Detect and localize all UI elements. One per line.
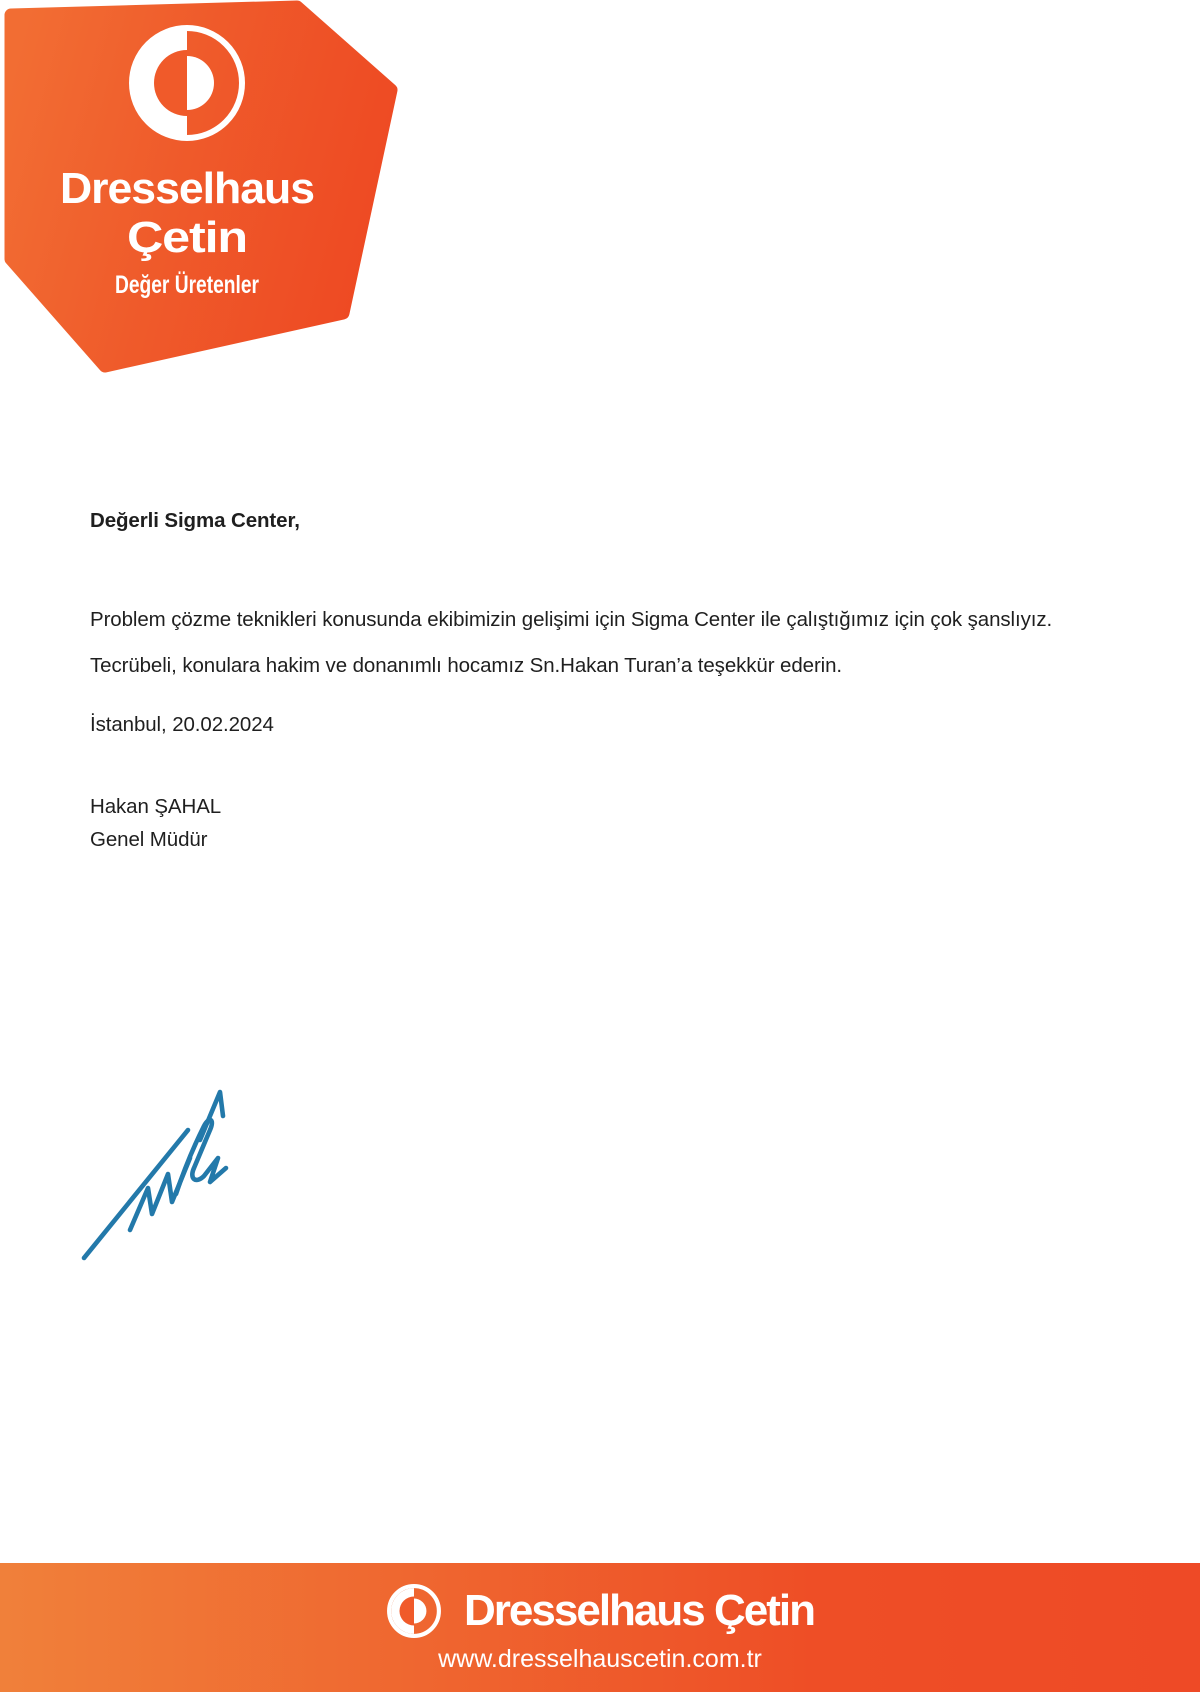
brand-name-line2: Çetin	[127, 213, 247, 262]
footer-group	[386, 1583, 814, 1674]
signer-block	[90, 790, 221, 856]
signature-stroke-zigzag	[130, 1158, 190, 1230]
salutation: Değerli Sigma Center,	[90, 509, 300, 532]
dateline: İstanbul, 20.02.2024	[90, 713, 274, 736]
body-line-1: Problem çözme teknikleri konusunda ekibimizin gelişimi için Sigma Center ile çalıştığımız için çok şanslıyız.	[90, 608, 1053, 631]
footer-brand-name: Dresselhaus Çetin	[464, 1586, 814, 1635]
footer-logo-inner-white	[414, 1599, 426, 1624]
signer-title: Genel Müdür	[90, 828, 208, 851]
footer-website: www.dresselhauscetin.com.tr	[438, 1645, 762, 1673]
signer-name: Hakan ŞAHAL	[90, 795, 222, 818]
signature-stroke-spike	[200, 1092, 223, 1140]
brand-badge	[0, 0, 420, 385]
brand-tagline: Değer Üretenler	[115, 271, 303, 299]
footer-logo-icon	[386, 1583, 442, 1639]
body-paragraph	[90, 597, 1070, 689]
brand-name-line1: Dresselhaus	[60, 164, 314, 213]
signature-scribble	[80, 1082, 240, 1264]
signature-stroke-loops	[176, 1120, 226, 1194]
body-line-2: Tecrübeli, konulara hakim ve donanımlı hocamız Sn.Hakan Turan’a teşekkür ederin.	[90, 654, 843, 677]
footer-band	[0, 1563, 1200, 1692]
